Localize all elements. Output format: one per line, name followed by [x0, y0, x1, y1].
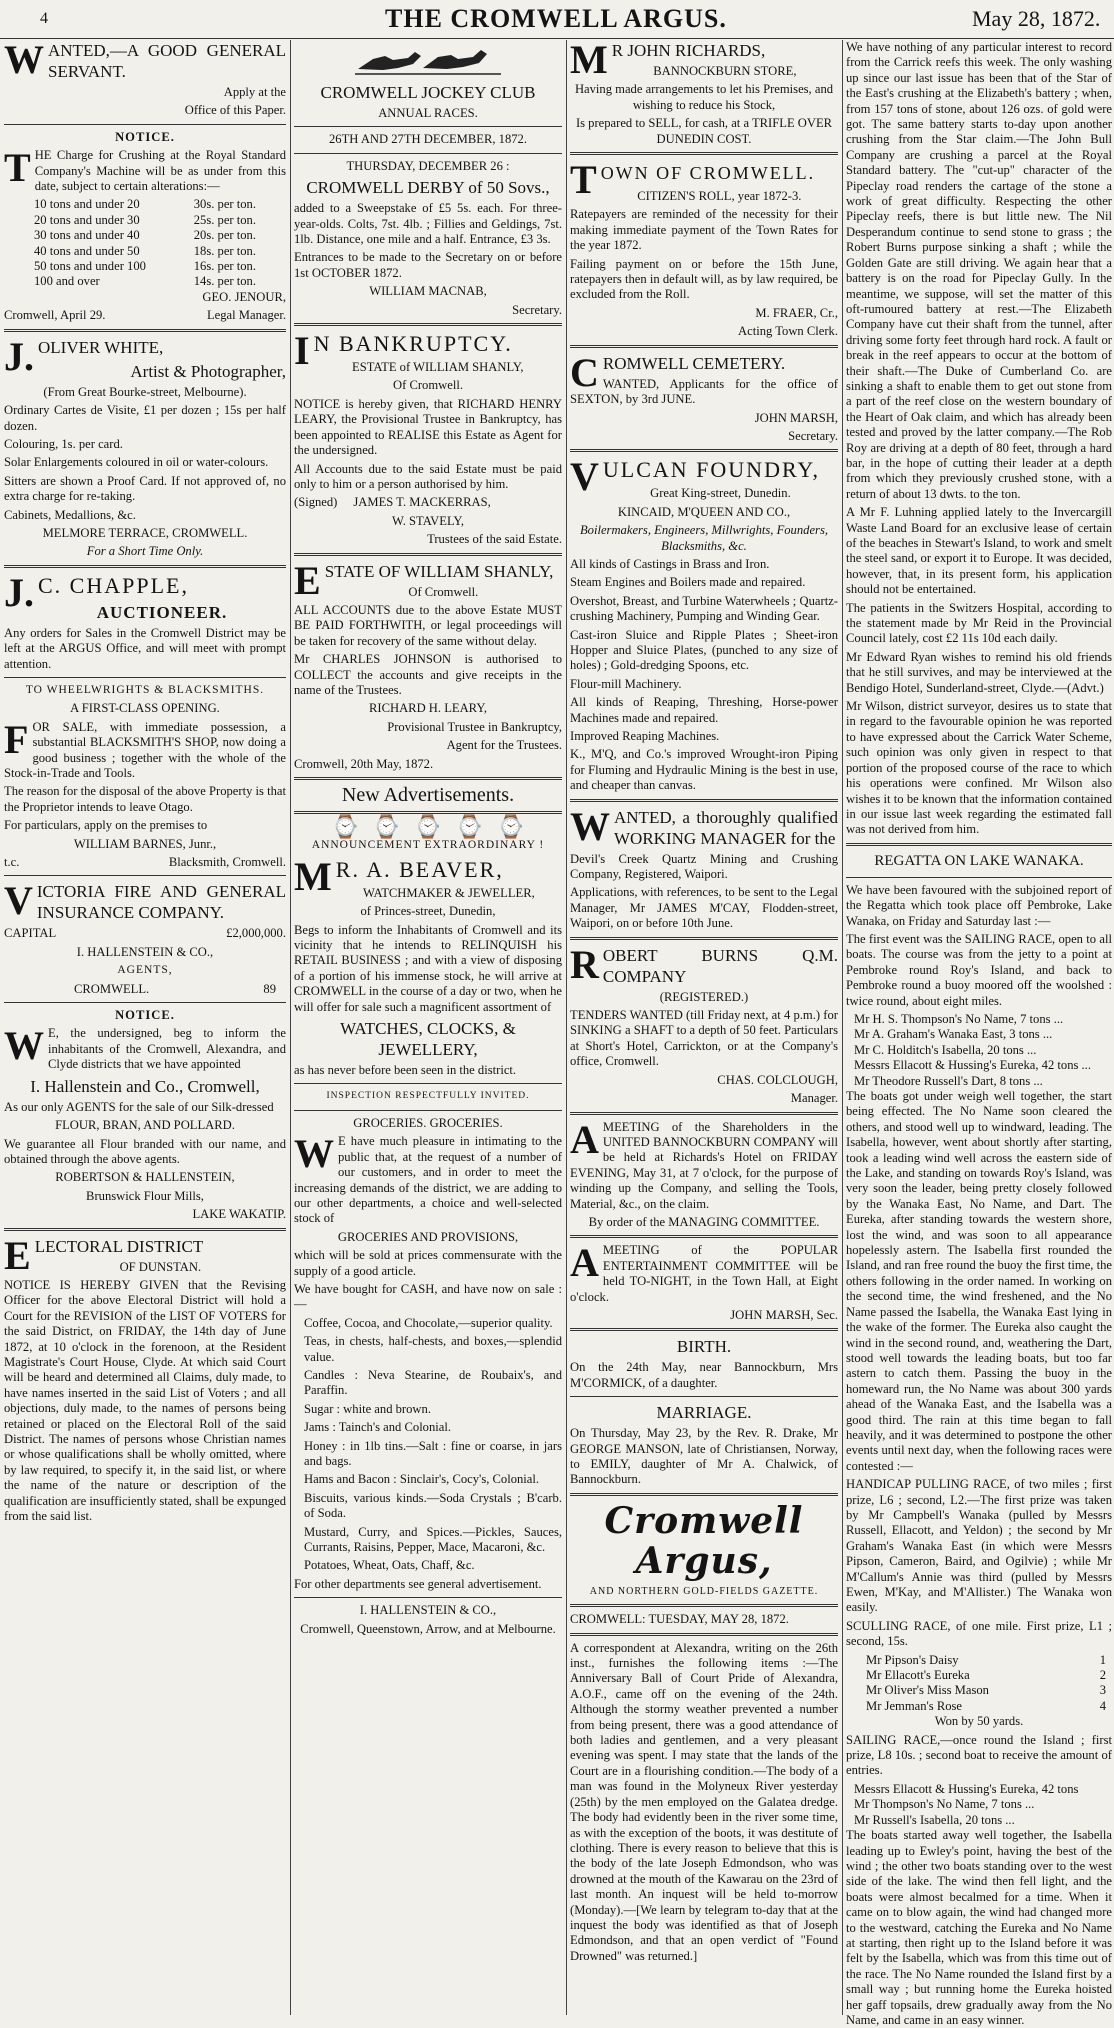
- rate-quantity: 10 tons and under 20: [34, 197, 140, 212]
- rate-quantity: 50 tons and under 100: [34, 259, 146, 274]
- ad-flour-agents: NOTICE. W E, the undersigned, beg to inform the inhabitants of the Cromwell, Alexandra, and Clyde districts that we have appointed I. Hallenstein and Co., Cromwell, As our only AGENTS for the sale of our Silk-dressed FLOUR, BRAN, AND POLLARD. We guarantee all Flour branded with our name, and obtained through the above agents. ROBERTSON & HALLENSTEIN, Brunswick Flour Mills, LAKE WAKATIP.: [4, 1008, 286, 1222]
- rate-price: 18s. per ton.: [193, 243, 256, 258]
- regatta-entry: Mr H. S. Thompson's No Name, 7 tons ...: [854, 1011, 1064, 1026]
- news-luhning: A Mr F. Luhning applied lately to the Invercargill Waste Land Board for an exclusive lease of certain of the beaches in Stewart's Island, to work and smelt the steel sand, or export it to Europe. It was decided, however, that, in its present form, his application should not be entertained.: [846, 505, 1112, 597]
- notice-marriage: MARRIAGE. On Thursday, May 23, by the Rev. R. Drake, Mr GEORGE MANSON, late of Christiansen, Norway, to EMILY, daughter of Mr A. Chalwick, of Bannockburn.: [570, 1403, 838, 1487]
- ad-chapple-auctioneer: J. C. CHAPPLE, AUCTIONEER. Any orders for Sales in the Cromwell District may be left at the ARGUS Office, and will meet with prompt attention.: [4, 569, 286, 671]
- watch-icon: ⌚: [331, 814, 359, 839]
- regatta-entry: Mr Russell's Isabella, 20 tons ...: [854, 1812, 1015, 1827]
- rate-price: 20s. per ton.: [193, 228, 256, 243]
- regatta-entry: Mr Theodore Russell's Dart, 8 tons ...: [854, 1073, 1043, 1088]
- ad-electoral-district: ELECTORAL DISTRICT OF DUNSTAN. NOTICE IS HEREBY GIVEN that the Revising Officer for the above Electoral District will hold a Court for the REVISION of the LIST OF VOTERS for the said District, on FRIDAY, the 14th day of June 1872, at 10 o'clock in the forenoon, at the Resident Magistrate's Court House, Clyde. At which said Court will be heard and determined all Claims, duly made, to have names inserted in the said List of Voters ; and all objections, duly made, to the names of persons being retained or placed on the Electoral Roll of the said District. The names of persons whose Christian names or whose qualifications shall be wholly omitted, where by law required, to specify it, in the said list, or where the name of the nature or description of the qualification are insufficiently stated, shall be expunged from the said list.: [4, 1232, 286, 1524]
- foundry-item: Improved Reaping Machines.: [570, 729, 720, 743]
- foundry-item: Steam Engines and Boilers made and repaired.: [570, 575, 806, 590]
- masthead-title: THE CROMWELL ARGUS.: [385, 4, 727, 33]
- regatta-entry: Messrs Ellacott & Hussing's Eureka, 42 tons: [854, 1781, 1079, 1796]
- ad-jockey-club: CROMWELL JOCKEY CLUB ANNUAL RACES. 26TH AND 27TH DECEMBER, 1872. THURSDAY, DECEMBER 26 : CROMWELL DERBY of 50 Sovs., added to a Sweepstake of £5 5s. each. For three-year-olds. Colts, 7st. 4lb. ; Fillies and Geldings, 7st. 1lb. Distance, one mile and a half. Entrance, £3 3s. Entrances to be made to the Secretary on or before 1st OCTOBER 1872. WILLIAM MACNAB, Secretary.: [294, 83, 562, 317]
- column-rule: [290, 40, 291, 2015]
- rate-price: 16s. per ton.: [193, 259, 256, 274]
- watch-icon: ⌚: [372, 814, 401, 839]
- rate-row: [4, 197, 286, 212]
- sculler-place: 1: [1099, 1652, 1106, 1667]
- rate-quantity: 40 tons and under 50: [34, 243, 140, 258]
- foundry-item: Flour-mill Machinery.: [570, 676, 682, 691]
- regatta-entries-list: [846, 1012, 1112, 1089]
- ad-town-of-cromwell: TOWN OF CROMWELL. CITIZEN'S ROLL, year 1872-3. Ratepayers are reminded of the necessity for their making immediate payment of the Town Rates for the year 1872. Failing payment on or before the 15th June, ratepayers then in default will, as by law required, be excluded from the Roll. M. FRAER, Cr., Acting Town Clerk.: [570, 157, 838, 339]
- ad-victoria-insurance: VICTORIA FIRE AND GENERAL INSURANCE COMPANY. CAPITAL £2,000,000. I. HALLENSTEIN & CO., AGENTS, CROMWELL. 89: [4, 878, 286, 996]
- watch-icon: ⌚: [497, 814, 525, 839]
- regatta-entry: Mr C. Holditch's Isabella, 20 tons ...: [854, 1042, 1037, 1057]
- rate-row: [4, 259, 286, 274]
- news-wilson-surveyor: Mr Wilson, district surveyor, desires us to state that in regard to the favourable opinion he was reported to have expressed about the Carrick Water Scheme, such opinion was only given in respect to that portion of the proposed course of the race to which his operations were confined. Mr Wilson also wishes it to be known that the information contained in our issue last week regarding the estimated fall was not derived from him.: [846, 699, 1112, 837]
- sculler-row: [846, 1683, 1112, 1698]
- regatta-entries2-list: [846, 1782, 1112, 1828]
- nameplate: Cromwell Argus, AND NORTHERN GOLD-FIELDS GAZETTE.: [589, 1499, 819, 1597]
- grocery-item: Jams : Tainch's and Colonial.: [304, 1420, 452, 1435]
- rate-row: [4, 213, 286, 228]
- ad-estate-shanly: ESTATE OF WILLIAM SHANLY, Of Cromwell. ALL ACCOUNTS due to the above Estate MUST BE PAID FORTHWITH, or legal proceedings will be taken for recovery of the same without delay. Mr CHARLES JOHNSON is authorised to COLLECT the accounts and give receipts in the name of the Trustees. RICHARD H. LEARY, Provisional Trustee in Bankruptcy, Agent for the Trustees. Cromwell, 20th May, 1872.: [294, 557, 562, 771]
- grocery-item: Hams and Bacon : Sinclair's, Cocy's, Colonial.: [304, 1472, 540, 1487]
- rate-price: 30s. per ton.: [193, 197, 256, 212]
- article-regatta: REGATTA ON LAKE WANAKA. We have been favoured with the subjoined report of the Regatta which took place off Pembroke, Lake Wanaka, on Friday and Saturday last :— The first event was the SAILING RACE, open to all boats. The course was from the jetty to a point at Pembroke round Roy's Island, and back to Pembroke round a buoy moored off the woolshed : twice round, about eight miles. Mr H. S. Thompson's No Name, 7 tons ... Mr A. Graham's Wanaka East, 3 tons ... Mr C. Holditch's Isabella, 20 tons ... Messrs Ellacott & Hussing's Eureka, 42 tons ... Mr Theodore Russell's Dart, 8 tons ... The boats got under weigh well together, the start being effected. The No Name soon cleared the others, and stood well up to windward, leading. The Isabella, however, went about shortly after starting, took a leading wind well across the eastern side of the Lake, and standing on towards Roy's Island, was very soon the leader, being pretty closely followed by the Wanaka East, No Name, and Dart. The Eureka, after standing towards the western shore, lost the wind, and was soon to all appearance hopelessly astern. The Isabella first rounded the Island, and ran free round the buoy the first time, the others following in the order named. In working on the second time, the wind freshened, and the No Name passed the Isabella, the Wanaka East lying in the wake of the former. The Eureka also caught the wind in the second round, and, weathering the Dart, stood well towards the leading boats, but too far astern to catch them. Passing the buoy in the homeward run, the No Name was about 300 yards ahead of the Wanaka East, and the Isabella was a good third. The rain at this time began to fall heavily, and it was determined to postpone the other events until next day, when the following races were contested :— HANDICAP PULLING RACE, of two miles ; first prize, L6 ; second, L2.—The first prize was taken by Mr Campbell's Wanaka (pulled by Messrs Russell, Ellacott, and Yeldon) ; the second by Mr Graham's Wanaka East (in which were Messrs Pipson, Cameron, Baird, and Ogilvie) ; while Mr M'Callum's Annie was third (pulled by Messrs Ewen, M'Kay, and M'Allister.) The Wanaka won easily. SCULLING RACE, of one mile. First prize, L1 ; second, 15s. Mr Pipson's Daisy 1 Mr Ellacott's Eureka 2 Mr Oliver's Miss Mason 3 Mr Jemman's Rose 4 Won by 50 yards. SAILING RACE,—once round the Island ; first prize, L8 10s. ; second boat to receive the amount of entries. Messrs Ellacott & Hussing's Eureka, 42 tons Mr Thompson's No Name, 7 tons ... Mr Russell's Isabella, 20 tons ... The boats started away well together, the Isabella leading up to Ewley's point, having the best of the wind ; the other two boats standing over to the west side of the lake. The wind then fell light, and the boats were almost becalmed for a time. When it came on to blow again, the wind had changed more to the westward, catching the Eureka and No Name at starting, then right up to the Island before it was felt by the Isabella, which was from this time out of the race. The No Name rounded the Island first by a small way ; but running home the Eureka hoisted her gaff topsails, drew gradually away from the No Name, and came in an easy winner.: [846, 852, 1112, 2027]
- sculler-row: [846, 1699, 1112, 1714]
- grocery-item: Honey : in 1lb tins.—Salt : fine or coarse, in jars and bags.: [304, 1438, 562, 1468]
- racehorse-engraving: [294, 44, 562, 78]
- regatta-entry: Mr A. Graham's Wanaka East, 3 tons ...: [854, 1027, 1053, 1042]
- grocery-items-list: [294, 1316, 562, 1574]
- ad-groceries: GROCERIES. GROCERIES. W E have much pleasure in intimating to the public that, at the request of a number of our customers, and in order to meet the increasing demands of the district, we are adding to our other departments, a choice and well-selected stock of GROCERIES AND PROVISIONS, which will be sold at prices commensurate with the supply of a good article. We have bought for CASH, and have now on sale :— Coffee, Cocoa, and Chocolate,—superior quality. Teas, in chests, half-chests, and boxes,—splendid value. Candles : Neva Stearine, de Roubaix's, and Paraffin. Sugar : white and brown. Jams : Tainch's and Colonial. Honey : in 1lb tins.—Salt : fine or coarse, in jars and bags. Hams and Bacon : Sinclair's, Cocy's, Colonial. Biscuits, various kinds.—Soda Crystals ; B'carb. of Soda. Mustard, Curry, and Spices.—Pickles, Sauces, Currants, Raisins, Pepper, Mace, Macaroni, &c. Potatoes, Wheat, Oats, Chaff, &c. For other departments see general advertisement. I. HALLENSTEIN & CO., Cromwell, Queenstown, Arrow, and at Melbourne.: [294, 1115, 562, 1636]
- ad-wanted-servant: WANTED,—A GOOD GENERAL SERVANT. Apply at the Office of this Paper.: [4, 37, 286, 118]
- column-rule: [566, 40, 567, 2015]
- column-1: [4, 37, 286, 2015]
- news-switzers-hospital: The patients in the Switzers Hospital, according to the statement made by Mr Reid in the Provincial Council lately, cost £2 11s 10d each daily.: [846, 600, 1112, 646]
- column-3: [570, 37, 838, 2015]
- article-alexandra: A correspondent at Alexandra, writing on the 26th inst., furnishes the following items :—The Anniversary Ball of Court Pride of Alexandra, A.O.F., came off on the evening of the 24th. Although the stormy weather prevented a number from being present, there was a good attendance of both ladies and gentlemen, and a very pleasant evening was spent. I may state that the lands of the Court are in a flourishing condition.—The body of a man was found in the Molyneux River yesterday (25th) by the men employed on the Galatea dredge. The body had evidently been in the river some time, as with the exception of the boots, it was destitute of clothing. There is every reason to believe that this is the body of the late Joseph Edmondson, who was drowned at the mouth of the Kawarau on the 23rd of last month. An inquest will be held to-morrow (Monday).—[We learn by telegram to-day that at the inquest the body was identified as that of Joseph Edmondson, and that an open verdict of "Found Drowned" was returned.]: [570, 1640, 838, 1963]
- ad-working-manager: WANTED, a thoroughly qualified WORKING MANAGER for the Devil's Creek Quartz Mining and Crushing Company, Registered, Waipori. Applications, with references, to be sent to the Legal Manager, Mr JAMES M'CAY, Flodden-street, Waipori, on or before 10th June.: [570, 803, 838, 931]
- masthead-date: May 28, 1872.: [972, 6, 1101, 31]
- ad-blacksmith-sale: TO WHEELWRIGHTS & BLACKSMITHS. A FIRST-CLASS OPENING. FOR SALE, with immediate possession, a substantial BLACKSMITH'S SHOP, now doing a good business ; together with the whole of the Stock-in-Trade and Tools. The reason for the disposal of the above Property is that the Proprietor intends to leave Otago. For particulars, apply on the premises to WILLIAM BARNES, Junr., t.c. Blacksmith, Cromwell.: [4, 683, 286, 870]
- sculler-name: Mr Jemman's Rose: [866, 1698, 963, 1713]
- watch-icon: ⌚: [414, 814, 442, 839]
- rate-price: 25s. per ton.: [193, 212, 256, 227]
- regatta-entry: Mr Thompson's No Name, 7 tons ...: [854, 1797, 1035, 1812]
- foundry-item: Cast-iron Sluice and Ripple Plates ; Sheet-iron Hopper and Sluice Plates, (punched to any size of holes) ; Gold-dredging Spoons, etc.: [570, 627, 838, 673]
- ad-bankruptcy: I N BANKRUPTCY. ESTATE of WILLIAM SHANLY, Of Cromwell. NOTICE is hereby given, that RICHARD HENRY LEARY, the Provisional Trustee in Bankruptcy, has been appointed to REALISE this Estate as Agent for the undersigned. All Accounts due to the said Estate must be paid only to him or a person authorised by him. (Signed) JAMES T. MACKERRAS, W. STAVELY, Trustees of the said Estate.: [294, 328, 562, 547]
- grocery-item: Mustard, Curry, and Spices.—Pickles, Sauces, Currants, Raisins, Pepper, Mace, Macaroni, &c.: [304, 1524, 562, 1555]
- sculler-name: Mr Ellacott's Eureka: [866, 1668, 970, 1683]
- foundry-items-list: [570, 557, 838, 794]
- sculler-place: 3: [1099, 1683, 1106, 1698]
- sculler-row: [846, 1653, 1112, 1668]
- article-regatta-heading: REGATTA ON LAKE WANAKA.: [874, 852, 1084, 869]
- foundry-item: Overshot, Breast, and Turbine Waterwheels ; Quartz-crushing Machinery, Pumping and Winding Gear.: [570, 593, 838, 624]
- regatta-entry: Messrs Ellacott & Hussing's Eureka, 42 tons ...: [854, 1058, 1091, 1073]
- ad-john-richards: M R JOHN RICHARDS, BANNOCKBURN STORE, Having made arrangements to let his Premises, and wishing to reduce his Stock, Is prepared to SELL, for cash, at a TRIFLE OVER DUNEDIN COST.: [570, 37, 834, 146]
- sculler-name: Mr Pipson's Daisy: [866, 1652, 959, 1667]
- rate-quantity: 20 tons and under 30: [34, 212, 140, 227]
- ad-robert-burns: ROBERT BURNS Q.M. COMPANY (REGISTERED.) TENDERS WANTED (till Friday next, at 4 p.m.) for SINKING a SHAFT to a depth of 50 feet. Particulars at Short's Hotel, Carrickton, or at the Company's office, Cromwell. CHAS. COLCLOUGH, Manager.: [570, 941, 838, 1106]
- grocery-item: Sugar : white and brown.: [304, 1401, 431, 1416]
- rate-quantity: 100 and over: [34, 274, 100, 289]
- foundry-item: All kinds of Reaping, Threshing, Horse-power Machines made and repaired.: [570, 695, 838, 725]
- grocery-item: Candles : Neva Stearine, de Roubaix's, and Paraffin.: [304, 1367, 562, 1398]
- section-heading-new-advertisements: New Advertisements.: [341, 784, 515, 806]
- ad-beaver-jeweller: ANNOUNCEMENT EXTRAORDINARY ! M R. A. BEAVER, WATCHMAKER & JEWELLER, of Princes-street, Dunedin, Begs to inform the Inhabitants of Cromwell and its vicinity that he intends to RELINQUISH his RETAIL BUSINESS ; and with a view of disposing of a portion of his immense stock, he will arrive at CROMWELL in the course of a day or two, when he will offer for sale such a magnificent assortment of WATCHES, CLOCKS, & JEWELLERY, as has never before been seen in the district. INSPECTION RESPECTFULLY INVITED.: [294, 839, 562, 1102]
- editorial-dateline: CROMWELL: TUESDAY, MAY 28, 1872.: [570, 1612, 789, 1627]
- regatta-scullers-list: [846, 1653, 1112, 1715]
- crushing-rates-list: [4, 197, 286, 289]
- sculler-place: 2: [1099, 1668, 1106, 1683]
- grocery-item: Teas, in chests, half-chests, and boxes,—splendid value.: [304, 1334, 562, 1364]
- news-edward-ryan: Mr Edward Ryan wishes to remind his old friends that he still survives, and may be interviewed at the Bendigo Hotel, Sunderland-street, Clyde.—(Advt.): [846, 649, 1112, 695]
- rate-row: [4, 274, 286, 289]
- ad-crushing-notice: NOTICE. THE Charge for Crushing at the Royal Standard Company's Machine will be as under from this date, subject to certain alterations:— 10 tons and under 20 30s. per ton. 20 tons and under 30 25s. per ton. 30 tons and under 40 20s. per ton. 40 tons and under 50 18s. per ton. 50 tons and under 100 16s. per ton. 100 and over 14s. per ton. GEO. JENOUR, Cromwell, April 29. Legal Manager.: [4, 129, 286, 323]
- grocery-item: Biscuits, various kinds.—Soda Crystals ; B'carb. of Soda.: [304, 1490, 562, 1521]
- racehorses-icon: [353, 44, 503, 78]
- watch-icons-row: [294, 814, 562, 839]
- page-number: 4: [40, 10, 48, 27]
- sculler-place: 4: [1099, 1698, 1106, 1713]
- ad-vulcan-foundry: VULCAN FOUNDRY, Great King-street, Dunedin. KINCAID, M'QUEEN AND CO., Boilermakers, Engineers, Millwrights, Founders, Blacksmiths, &c. All kinds of Castings in Brass and Iron. Steam Engines and Boilers made and repaired. Overshot, Breast, and Turbine Waterwheels ; Quartz-crushing Machinery, Pumping and Winding Gear. Cast-iron Sluice and Ripple Plates ; Sheet-iron Hopper and Sluice Plates, (punched to any size of holes) ; Gold-dredging Spoons, etc. Flour-mill Machinery. All kinds of Reaping, Threshing, Horse-power Machines made and repaired. Improved Reaping Machines. K., M'Q, and Co.'s improved Wrought-iron Piping for Fluming and Hydraulic Mining is the best in use, and cheaper than canvas.: [570, 454, 838, 793]
- grocery-item: Coffee, Cocoa, and Chocolate,—superior quality.: [304, 1315, 553, 1330]
- column-rule: [842, 40, 843, 2015]
- rate-row: [4, 228, 286, 243]
- notice-birth: BIRTH. On the 24th May, near Bannockburn, Mrs M'CORMICK, of a daughter.: [570, 1337, 838, 1390]
- sculler-name: Mr Oliver's Miss Mason: [866, 1683, 989, 1698]
- news-carrick-reefs: We have nothing of any particular interest to record from the Carrick reefs this week. The only washing up since our last issue has been that of the Star of the East's crushing at the Elizabeth's battery ; when, from 157 tons of stone, about 126 ozs. of gold were got. The same battery starts to-day upon another crushing from the Star claim.—The John Bull Company are crushing a parcel at the Royal Standard battery. The "cut-up" character of the Pipeclay road renders the cartage of the stone a work of great difficulty. Respecting the other Pipeclay reefs, there is but little new. The Nil Desperandum continue to send stone to grass ; the Robert Burns purpose sinking a shaft ; while the Golden Gate are still driving. We again hear that a battery is on the road for Pipeclay Gully. In the meantime, we suppose, will set the matter of this oft-rumoured battery at rest.—The Elizabeth Company have cut their shaft from the tunnel, after driving some forty feet through hard rock. A fault or break in the reef appears to occur at the bottom of their shaft.—The Duke of Cumberland Co. are sinking a shaft to enable them to get out stone from a part of the reef close on the western boundary of the Heart of Oak claim, and which has already been tested and proved by the latter company.—The Rob Roy are driving at a depth of 80 feet, through a hard bar, in the hope of cutting their leader at a depth from which they previously crushed stone, with a return of about 13 dwts. to the ton.: [846, 40, 1112, 501]
- watch-icon: ⌚: [455, 814, 484, 839]
- grocery-item: Potatoes, Wheat, Oats, Chaff, &c.: [304, 1558, 475, 1573]
- ad-cromwell-cemetery: CROMWELL CEMETERY. WANTED, Applicants for the office of SEXTON, by 3rd JUNE. JOHN MARSH, Secretary.: [570, 349, 838, 443]
- foundry-item: All kinds of Castings in Brass and Iron.: [570, 556, 770, 571]
- rate-price: 14s. per ton.: [193, 274, 256, 289]
- ad-oliver-white: J. OLIVER WHITE, Artist & Photographer, (From Great Bourke-street, Melbourne). Ordinary Cartes de Visite, £1 per dozen ; 15s per half dozen. Colouring, 1s. per card. Solar Enlargements coloured in oil or water-colours. Sitters are shown a Proof Card. If not approved of, no extra charge for re-taking. Cabinets, Medallions, &c. MELMORE TERRACE, CROMWELL. For a Short Time Only.: [4, 333, 286, 559]
- ad-shareholders-meeting: AMEETING of the Shareholders in the UNITED BANNOCKBURN COMPANY will be held at Richards's Hotel on FRIDAY EVENING, May 31, at 7 o'clock, for the purpose of winding up the Company, and selling the Tools, Material, &c., on the claim. By order of the MANAGING COMMITTEE.: [570, 1116, 838, 1229]
- rate-row: [4, 244, 286, 259]
- rate-quantity: 30 tons and under 40: [34, 228, 140, 243]
- masthead: [0, 0, 1114, 39]
- ad-entertainment-meeting: AMEETING of the POPULAR ENTERTAINMENT COMMITTEE will be held TO-NIGHT, in the Town Hall, at Eight o'clock. JOHN MARSH, Sec.: [570, 1240, 838, 1322]
- foundry-item: K., M'Q, and Co.'s improved Wrought-iron Piping for Fluming and Hydraulic Mining is the best in use, and cheaper than canvas.: [570, 747, 838, 793]
- sculler-row: [846, 1668, 1112, 1683]
- column-4: [846, 40, 1112, 2027]
- column-2: [294, 40, 562, 2015]
